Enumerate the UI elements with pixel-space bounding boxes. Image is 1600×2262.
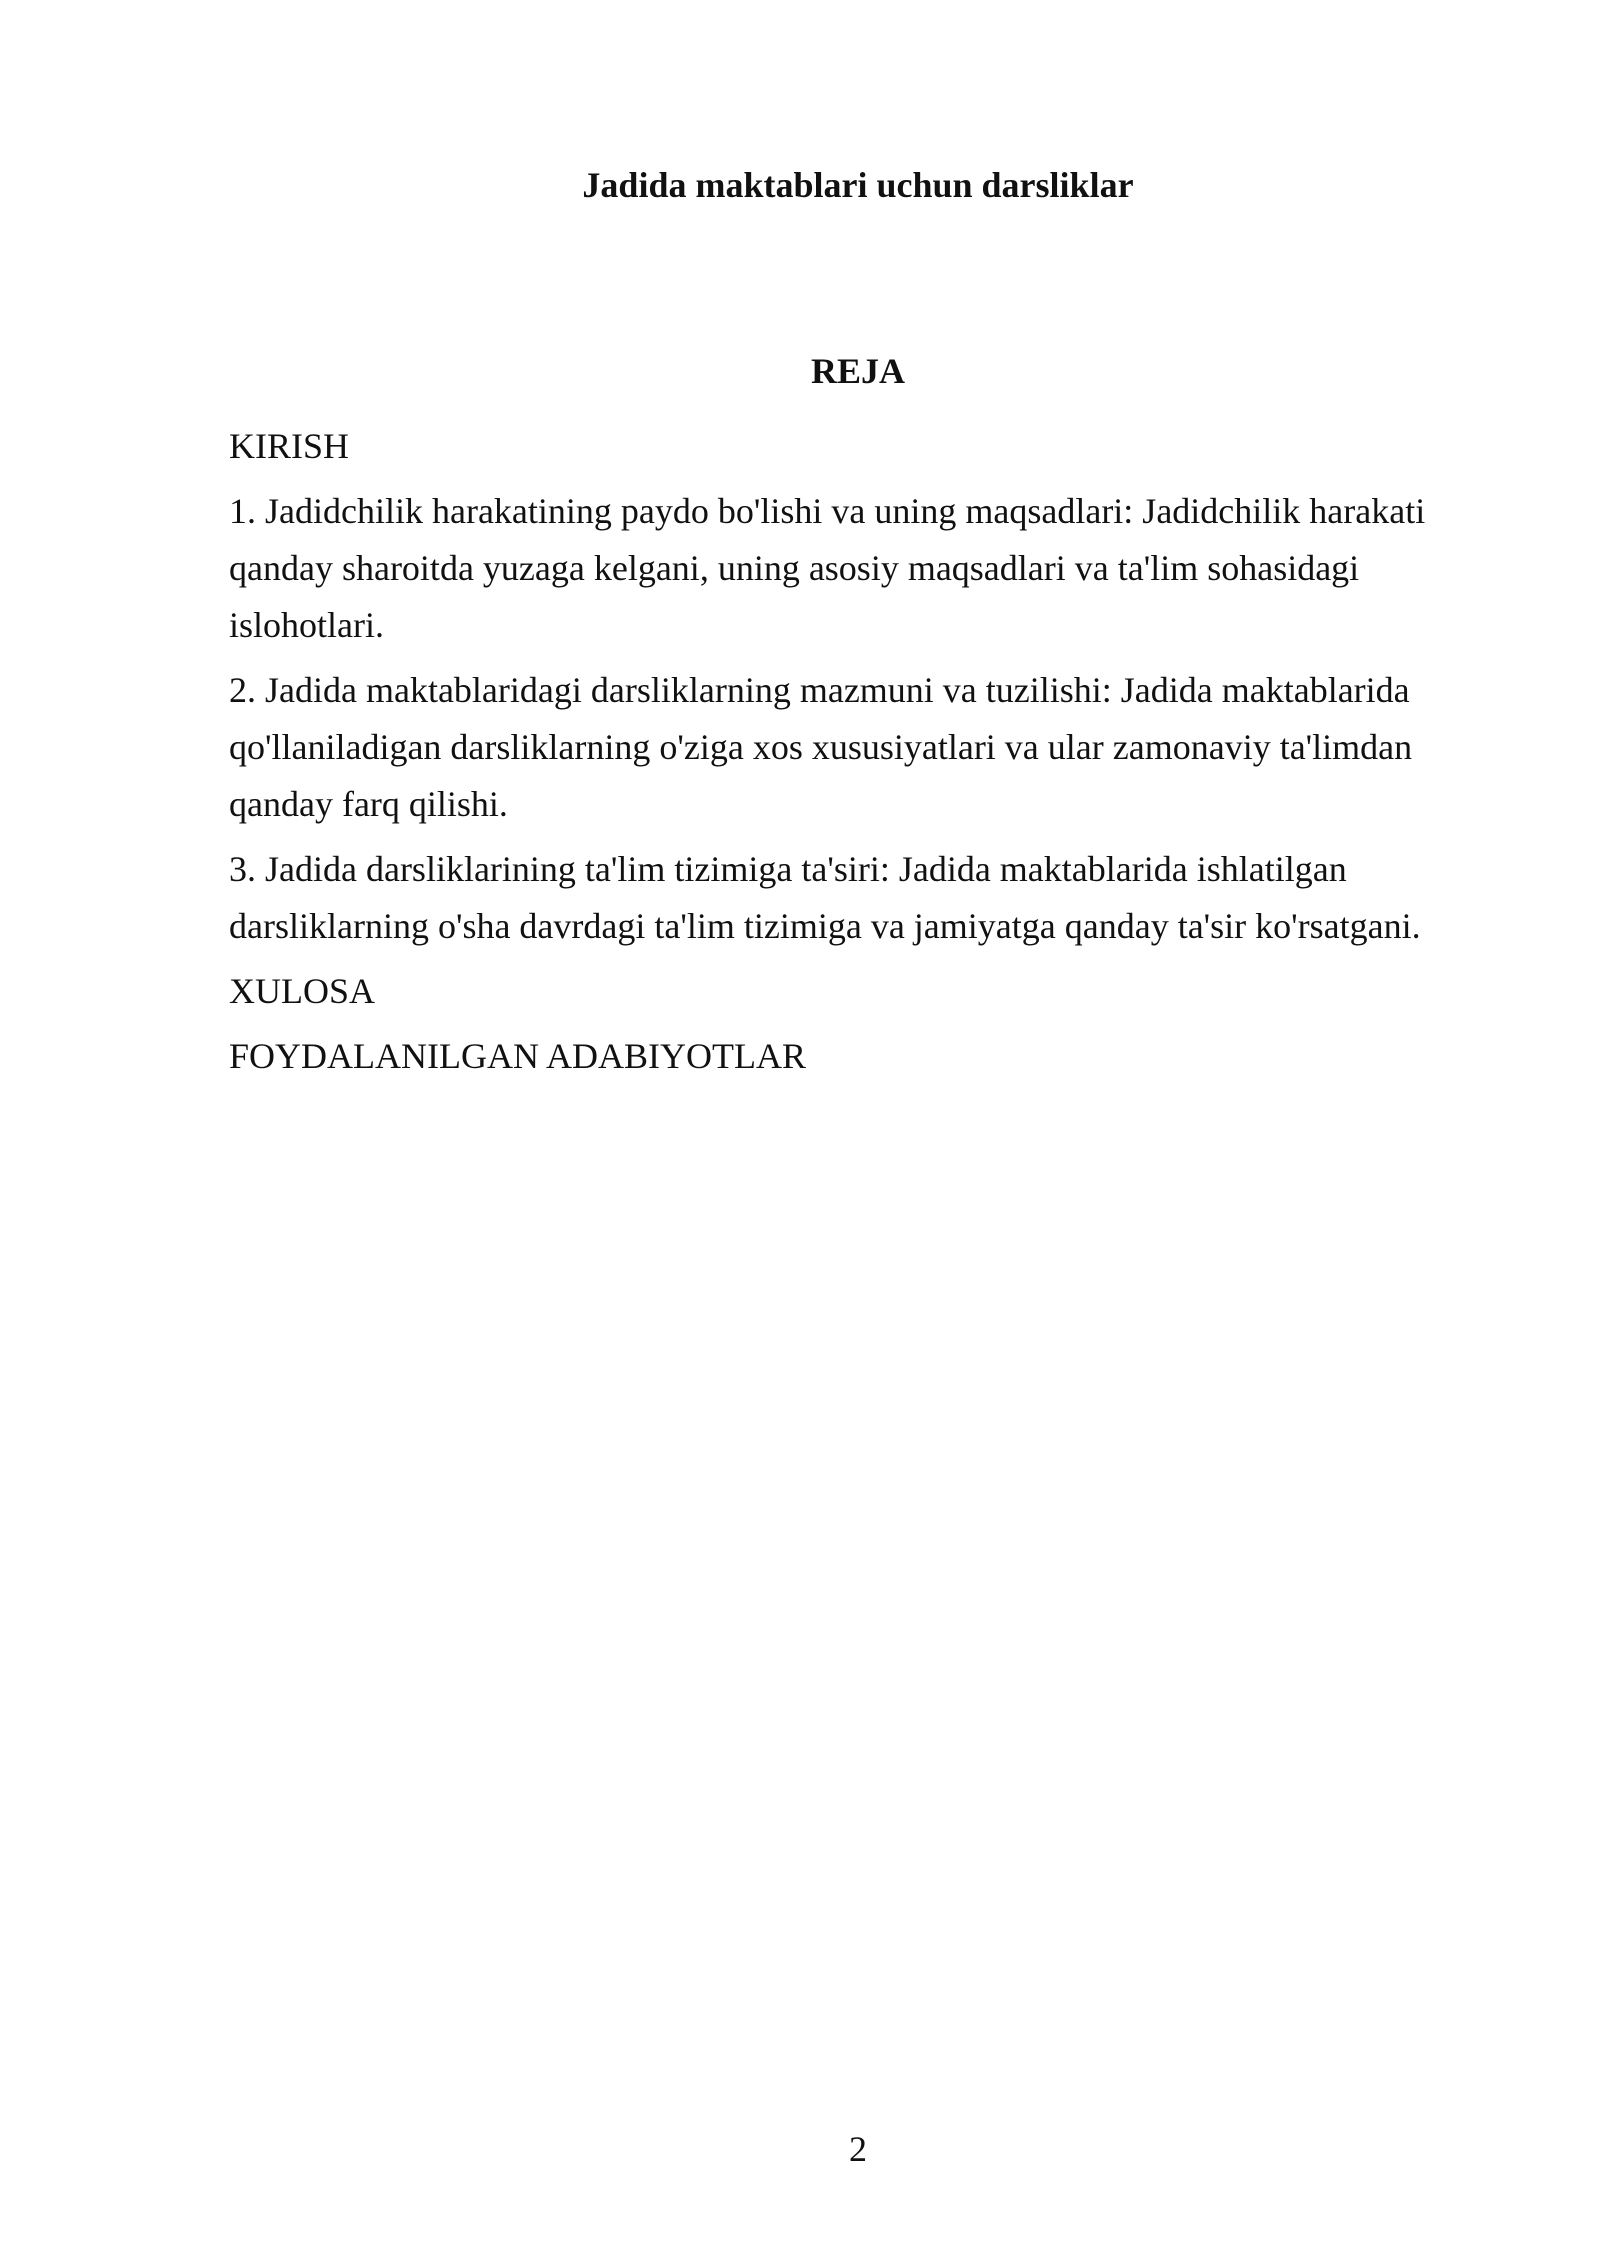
plan-item-conclusion: XULOSA bbox=[229, 971, 376, 1011]
document-title: Jadida maktablari uchun darsliklar bbox=[582, 165, 1134, 205]
plan-item-references: FOYDALANILGAN ADABIYOTLAR bbox=[229, 1036, 806, 1076]
plan-item-3: 3. Jadida darsliklarining ta'lim tizimiga ta'siri: Jadida maktablarida ishlatilgan darsliklarning o'sha davrdagi ta'lim tizimiga va jamiyatga qanday ta'sir ko'rsatgani. bbox=[229, 849, 1421, 946]
plan-heading: REJA bbox=[810, 351, 905, 391]
plan-item-1: 1. Jadidchilik harakatining paydo bo'lishi va uning maqsadlari: Jadidchilik harakati qanday sharoitda yuzaga kelgani, uning asosiy maqsadlari va ta'lim sohasidagi islohotlari. bbox=[229, 491, 1426, 645]
plan-item-2: 2. Jadida maktablaridagi darsliklarning mazmuni va tuzilishi: Jadida maktablarida qo'llaniladigan darsliklarning o'ziga xos xususiyatlari va ular zamonaviy ta'limdan qanday farq qilishi. bbox=[229, 670, 1413, 824]
plan-item-intro: KIRISH bbox=[229, 426, 350, 466]
page-number: 2 bbox=[849, 2129, 867, 2169]
plan-list bbox=[229, 418, 1489, 1093]
